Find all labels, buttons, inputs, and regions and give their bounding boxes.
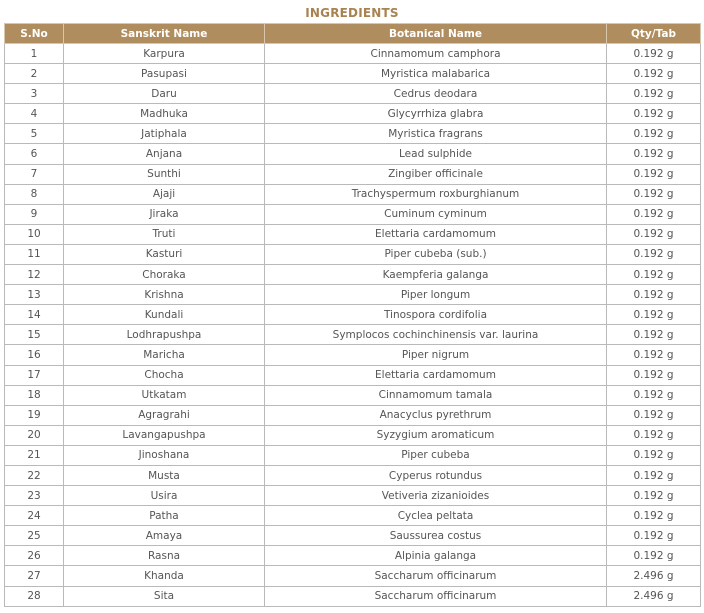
cell-qty-tab: 0.192 g — [607, 345, 701, 365]
cell-sno: 9 — [5, 204, 64, 224]
cell-qty-tab: 0.192 g — [607, 204, 701, 224]
cell-sno: 21 — [5, 445, 64, 465]
cell-sno: 24 — [5, 506, 64, 526]
cell-qty-tab: 0.192 g — [607, 265, 701, 285]
cell-sanskrit-name: Daru — [64, 84, 265, 104]
cell-sanskrit-name: Agragrahi — [64, 405, 265, 425]
header-sanskrit-name: Sanskrit Name — [64, 24, 265, 44]
table-row — [5, 244, 701, 264]
cell-botanical-name: Trachyspermum roxburghianum — [265, 184, 607, 204]
cell-botanical-name: Myristica fragrans — [265, 124, 607, 144]
cell-sno: 28 — [5, 586, 64, 606]
cell-qty-tab: 0.192 g — [607, 164, 701, 184]
cell-qty-tab: 0.192 g — [607, 244, 701, 264]
cell-botanical-name: Piper cubeba — [265, 445, 607, 465]
cell-qty-tab: 0.192 g — [607, 425, 701, 445]
cell-botanical-name: Alpinia galanga — [265, 546, 607, 566]
cell-sno: 16 — [5, 345, 64, 365]
cell-sanskrit-name: Choraka — [64, 265, 265, 285]
cell-botanical-name: Elettaria cardamomum — [265, 224, 607, 244]
table-row — [5, 144, 701, 164]
cell-qty-tab: 0.192 g — [607, 305, 701, 325]
table-row — [5, 405, 701, 425]
cell-sanskrit-name: Truti — [64, 224, 265, 244]
cell-sno: 19 — [5, 405, 64, 425]
cell-sanskrit-name: Patha — [64, 506, 265, 526]
cell-botanical-name: Glycyrrhiza glabra — [265, 104, 607, 124]
cell-sanskrit-name: Utkatam — [64, 385, 265, 405]
cell-sno: 10 — [5, 224, 64, 244]
table-row — [5, 164, 701, 184]
cell-sanskrit-name: Musta — [64, 465, 265, 485]
cell-qty-tab: 0.192 g — [607, 184, 701, 204]
cell-qty-tab: 0.192 g — [607, 224, 701, 244]
cell-botanical-name: Piper cubeba (sub.) — [265, 244, 607, 264]
table-row — [5, 566, 701, 586]
cell-qty-tab: 0.192 g — [607, 325, 701, 345]
cell-sanskrit-name: Ajaji — [64, 184, 265, 204]
cell-sanskrit-name: Karpura — [64, 44, 265, 64]
cell-qty-tab: 2.496 g — [607, 586, 701, 606]
header-botanical-name: Botanical Name — [265, 24, 607, 44]
header-qty-tab: Qty/Tab — [607, 24, 701, 44]
cell-qty-tab: 0.192 g — [607, 526, 701, 546]
table-row — [5, 526, 701, 546]
cell-qty-tab: 0.192 g — [607, 385, 701, 405]
cell-qty-tab: 0.192 g — [607, 365, 701, 385]
cell-sno: 7 — [5, 164, 64, 184]
cell-sanskrit-name: Kasturi — [64, 244, 265, 264]
cell-sno: 4 — [5, 104, 64, 124]
cell-qty-tab: 0.192 g — [607, 486, 701, 506]
table-row — [5, 425, 701, 445]
table-row — [5, 224, 701, 244]
cell-botanical-name: Cuminum cyminum — [265, 204, 607, 224]
cell-botanical-name: Vetiveria zizanioides — [265, 486, 607, 506]
table-body — [5, 44, 701, 607]
cell-sanskrit-name: Usira — [64, 486, 265, 506]
cell-sno: 14 — [5, 305, 64, 325]
table-row — [5, 184, 701, 204]
cell-qty-tab: 0.192 g — [607, 546, 701, 566]
cell-qty-tab: 0.192 g — [607, 44, 701, 64]
cell-sno: 11 — [5, 244, 64, 264]
cell-botanical-name: Cinnamomum camphora — [265, 44, 607, 64]
cell-botanical-name: Elettaria cardamomum — [265, 365, 607, 385]
cell-botanical-name: Saccharum officinarum — [265, 566, 607, 586]
cell-sno: 12 — [5, 265, 64, 285]
cell-botanical-name: Symplocos cochinchinensis var. laurina — [265, 325, 607, 345]
cell-sno: 15 — [5, 325, 64, 345]
cell-sno: 22 — [5, 465, 64, 485]
cell-botanical-name: Saussurea costus — [265, 526, 607, 546]
cell-qty-tab: 0.192 g — [607, 64, 701, 84]
page-title: INGREDIENTS — [305, 6, 399, 20]
cell-sanskrit-name: Khanda — [64, 566, 265, 586]
cell-sanskrit-name: Anjana — [64, 144, 265, 164]
cell-botanical-name: Piper nigrum — [265, 345, 607, 365]
cell-qty-tab: 0.192 g — [607, 506, 701, 526]
cell-sanskrit-name: Lodhrapushpa — [64, 325, 265, 345]
cell-sno: 25 — [5, 526, 64, 546]
table-row — [5, 64, 701, 84]
cell-sanskrit-name: Jiraka — [64, 204, 265, 224]
table-row — [5, 44, 701, 64]
cell-sno: 20 — [5, 425, 64, 445]
table-row — [5, 345, 701, 365]
cell-botanical-name: Cinnamomum tamala — [265, 385, 607, 405]
cell-sanskrit-name: Madhuka — [64, 104, 265, 124]
header-sno: S.No — [5, 24, 64, 44]
cell-sno: 18 — [5, 385, 64, 405]
cell-botanical-name: Lead sulphide — [265, 144, 607, 164]
table-row — [5, 546, 701, 566]
cell-sno: 27 — [5, 566, 64, 586]
cell-sno: 23 — [5, 486, 64, 506]
cell-sno: 6 — [5, 144, 64, 164]
ingredients-table — [4, 23, 701, 607]
table-row — [5, 365, 701, 385]
cell-botanical-name: Cyclea peltata — [265, 506, 607, 526]
cell-sanskrit-name: Maricha — [64, 345, 265, 365]
cell-sanskrit-name: Krishna — [64, 285, 265, 305]
table-row — [5, 385, 701, 405]
table-row — [5, 104, 701, 124]
table-row — [5, 124, 701, 144]
cell-sanskrit-name: Amaya — [64, 526, 265, 546]
table-row — [5, 305, 701, 325]
table-row — [5, 285, 701, 305]
cell-sanskrit-name: Sita — [64, 586, 265, 606]
cell-sanskrit-name: Lavangapushpa — [64, 425, 265, 445]
table-row — [5, 325, 701, 345]
cell-sanskrit-name: Sunthi — [64, 164, 265, 184]
cell-sno: 8 — [5, 184, 64, 204]
table-header-row — [5, 24, 701, 44]
cell-botanical-name: Zingiber officinale — [265, 164, 607, 184]
cell-sno: 1 — [5, 44, 64, 64]
table-row — [5, 465, 701, 485]
cell-sanskrit-name: Jinoshana — [64, 445, 265, 465]
cell-sanskrit-name: Chocha — [64, 365, 265, 385]
cell-qty-tab: 0.192 g — [607, 465, 701, 485]
cell-qty-tab: 0.192 g — [607, 84, 701, 104]
cell-sanskrit-name: Kundali — [64, 305, 265, 325]
cell-botanical-name: Cedrus deodara — [265, 84, 607, 104]
cell-qty-tab: 0.192 g — [607, 104, 701, 124]
cell-botanical-name: Anacyclus pyrethrum — [265, 405, 607, 425]
cell-sanskrit-name: Pasupasi — [64, 64, 265, 84]
table-row — [5, 204, 701, 224]
cell-qty-tab: 0.192 g — [607, 124, 701, 144]
table-row — [5, 506, 701, 526]
cell-qty-tab: 0.192 g — [607, 445, 701, 465]
cell-botanical-name: Saccharum officinarum — [265, 586, 607, 606]
cell-botanical-name: Myristica malabarica — [265, 64, 607, 84]
cell-botanical-name: Syzygium aromaticum — [265, 425, 607, 445]
table-row — [5, 265, 701, 285]
table-row — [5, 445, 701, 465]
cell-qty-tab: 0.192 g — [607, 285, 701, 305]
cell-sno: 26 — [5, 546, 64, 566]
cell-sno: 3 — [5, 84, 64, 104]
cell-sno: 13 — [5, 285, 64, 305]
cell-sno: 2 — [5, 64, 64, 84]
cell-qty-tab: 0.192 g — [607, 405, 701, 425]
cell-sno: 17 — [5, 365, 64, 385]
cell-sanskrit-name: Jatiphala — [64, 124, 265, 144]
table-row — [5, 486, 701, 506]
cell-sno: 5 — [5, 124, 64, 144]
table-row — [5, 586, 701, 606]
cell-botanical-name: Piper longum — [265, 285, 607, 305]
cell-botanical-name: Kaempferia galanga — [265, 265, 607, 285]
cell-botanical-name: Cyperus rotundus — [265, 465, 607, 485]
cell-botanical-name: Tinospora cordifolia — [265, 305, 607, 325]
cell-qty-tab: 0.192 g — [607, 144, 701, 164]
table-row — [5, 84, 701, 104]
cell-sanskrit-name: Rasna — [64, 546, 265, 566]
cell-qty-tab: 2.496 g — [607, 566, 701, 586]
